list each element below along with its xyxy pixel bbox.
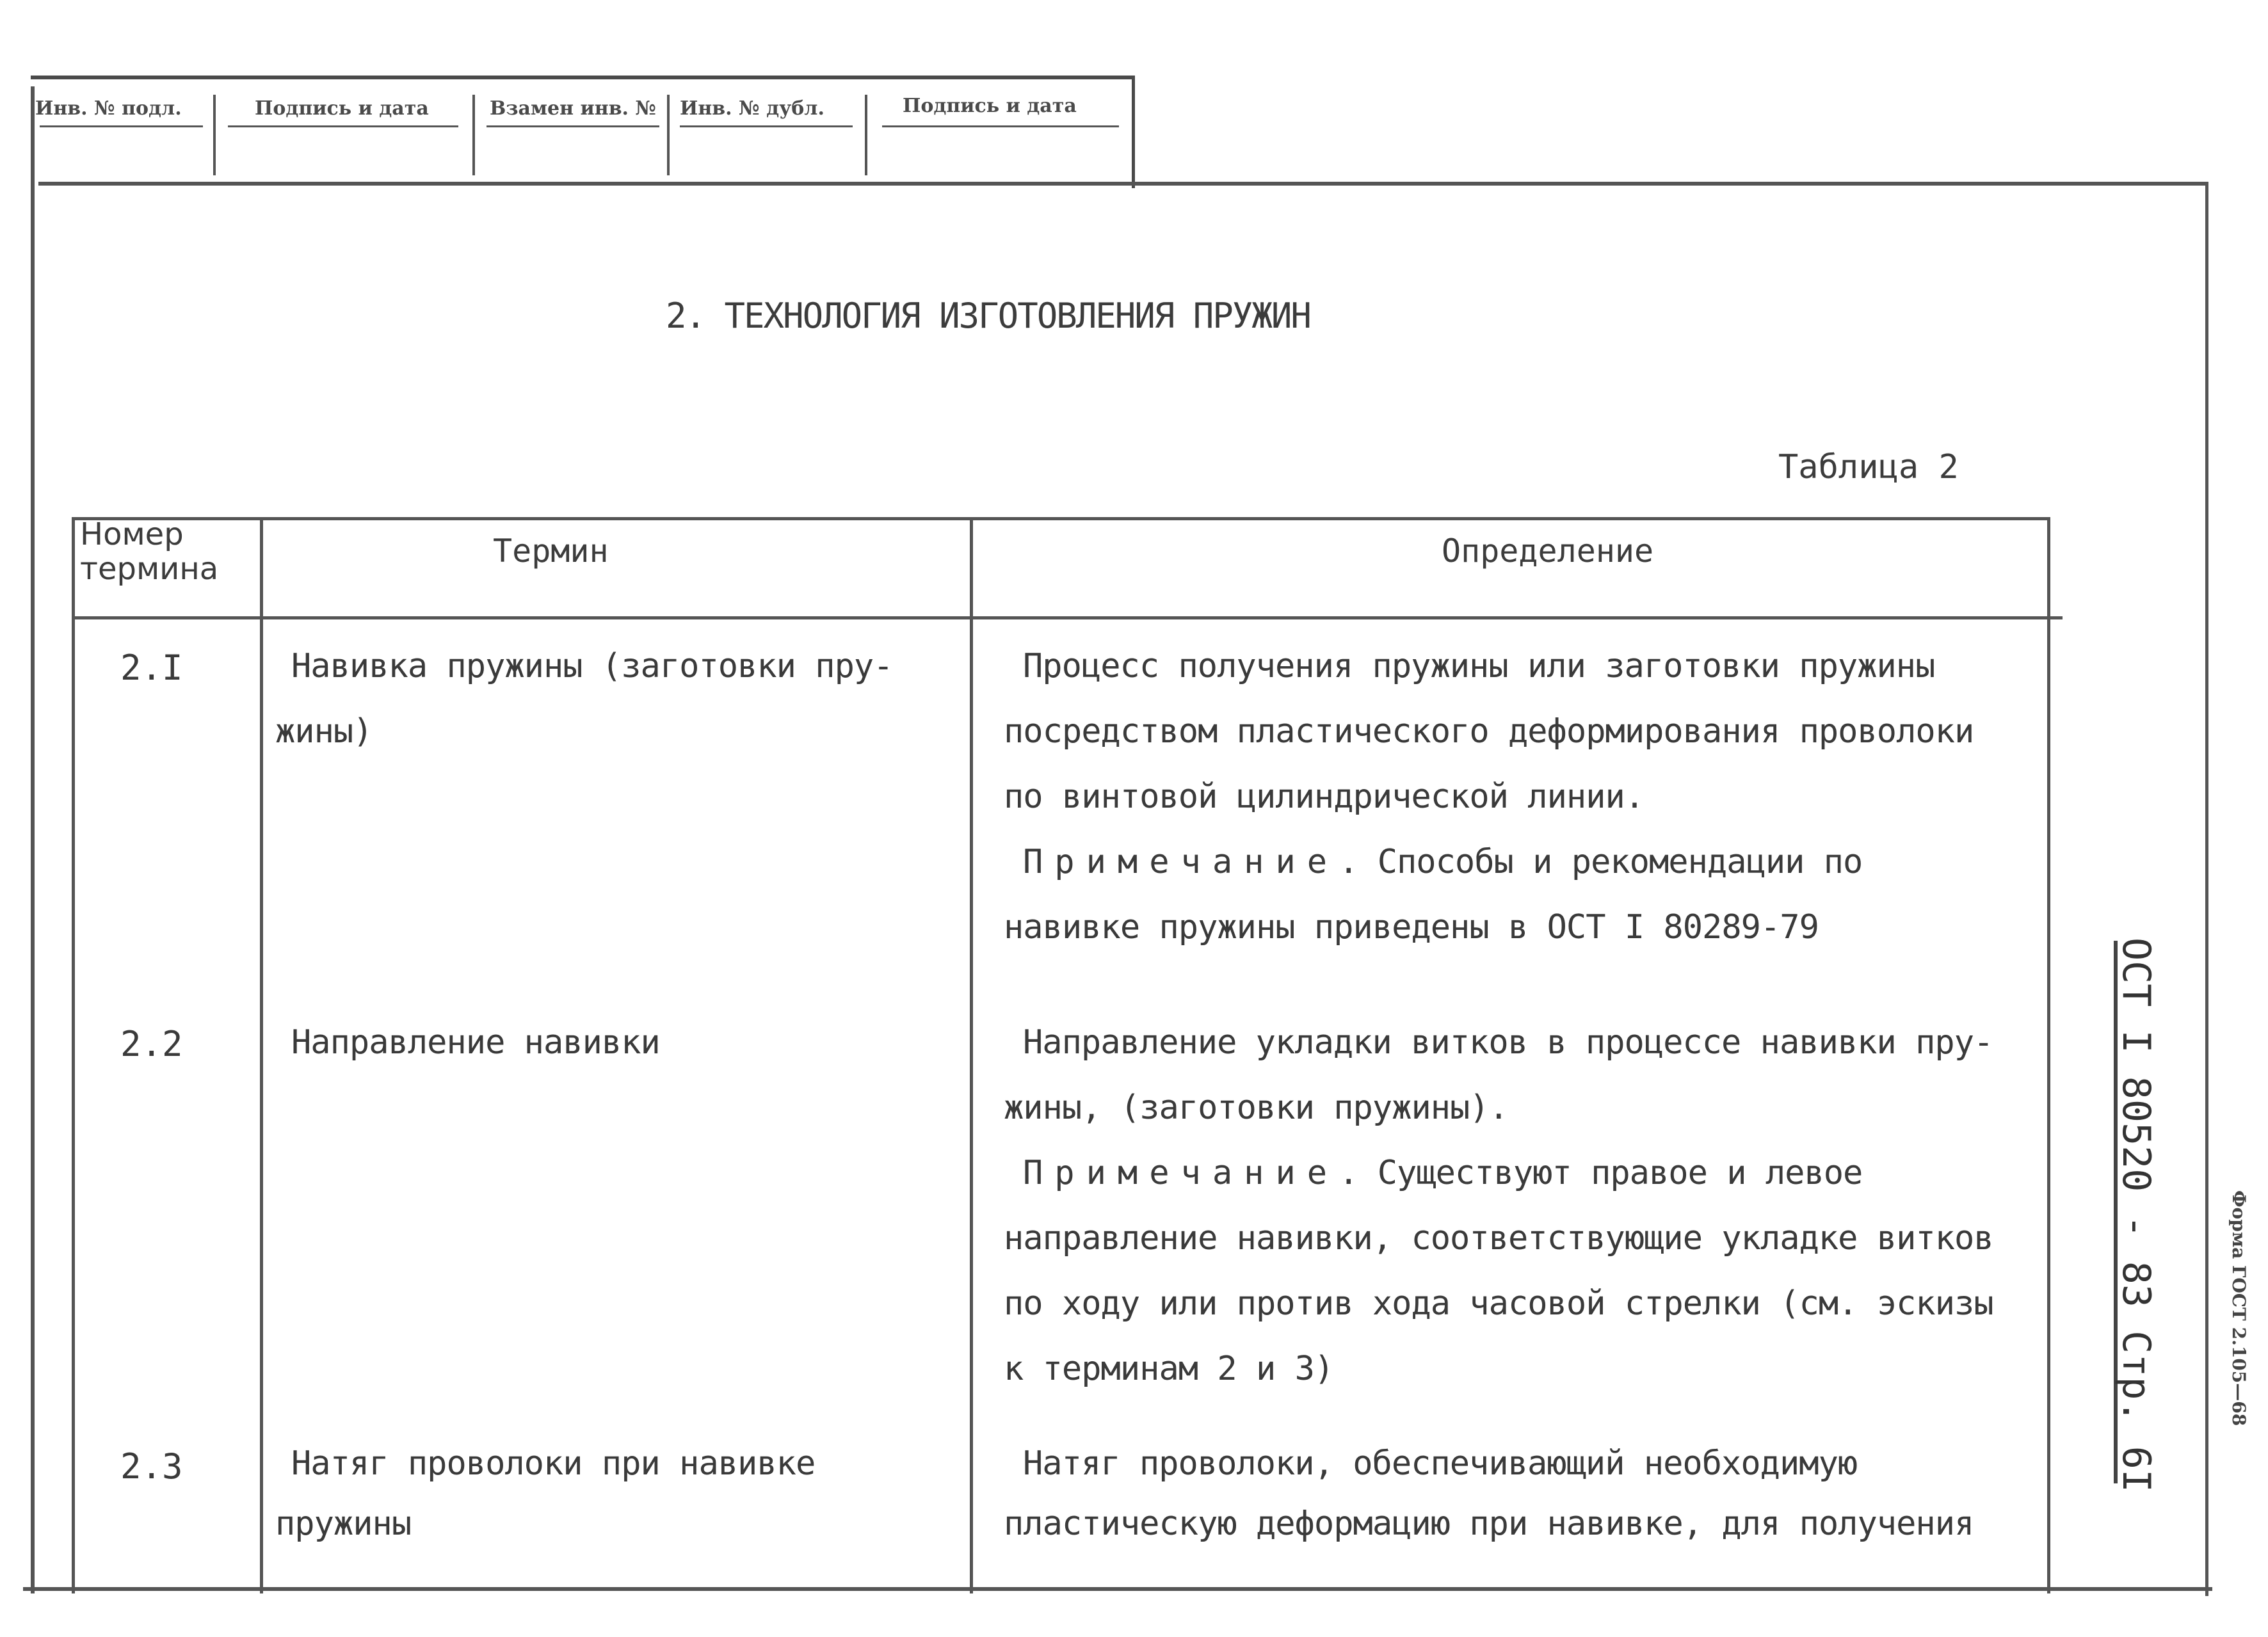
table-header-divider bbox=[72, 616, 2063, 619]
note-label: Примечание bbox=[1023, 843, 1339, 881]
header-definition: Определение bbox=[1442, 532, 1654, 570]
row-note bbox=[1023, 829, 1862, 895]
row-term-line: пружины bbox=[275, 1505, 412, 1543]
header-number-line1: Номер bbox=[80, 516, 184, 552]
header-number bbox=[80, 517, 227, 586]
row-term-line: жины) bbox=[275, 712, 373, 751]
row-number: 2.2 bbox=[120, 1024, 183, 1064]
row-note-line: навивке пружины приведены в ОСТ I 80289-79 bbox=[1004, 908, 1819, 946]
stamp-underline bbox=[40, 125, 203, 127]
row-note-line: направление навивки, соответствующие укладке витков bbox=[1004, 1219, 1993, 1258]
stamp-underline bbox=[228, 125, 458, 127]
header-term: Термин bbox=[493, 532, 609, 570]
header-number-line2: термина bbox=[80, 551, 219, 587]
form-standard-note: Форма ГОСТ 2.105—68 bbox=[2228, 1190, 2249, 1426]
stamp-underline bbox=[882, 125, 1119, 127]
stamp-podpis-data-2-label: Подпись и дата bbox=[903, 95, 1077, 117]
page-frame-left bbox=[31, 86, 35, 1593]
row-note-line: к терминам 2 и 3) bbox=[1004, 1350, 1334, 1388]
stamp-inv-dubl-label: Инв. № дубл. bbox=[680, 97, 824, 120]
stamp-vzamen-inv-label: Взамен инв. № bbox=[490, 97, 657, 120]
table-col-divider-2 bbox=[970, 517, 973, 1593]
row-term-line: Натяг проволоки при навивке bbox=[291, 1444, 816, 1483]
stamp-inv-podl-label: Инв. № подл. bbox=[35, 97, 182, 120]
row-definition-line: по винтовой цилиндрической линии. bbox=[1004, 778, 1645, 816]
stamp-underline bbox=[680, 125, 853, 127]
row-definition-line: пластическую деформацию при навивке, для получения bbox=[1004, 1505, 1974, 1543]
row-number: 2.I bbox=[120, 648, 183, 688]
table-left-border bbox=[72, 517, 75, 1593]
page-frame-bottom bbox=[23, 1587, 2212, 1591]
table-right-border bbox=[2047, 517, 2050, 1593]
note-text: . Существуют правое и левое bbox=[1339, 1154, 1863, 1192]
stamp-podpis-data-label: Подпись и дата bbox=[255, 97, 429, 120]
table-caption: Таблица 2 bbox=[1778, 448, 1959, 486]
row-definition-line: Направление укладки витков в процессе навивки пру- bbox=[1023, 1023, 1993, 1062]
row-definition-line: Процесс получения пружины или заготовки пружины bbox=[1023, 647, 1935, 685]
document-code: ОСТ I 80520 - 83 Стр. 6I bbox=[2114, 938, 2159, 1492]
row-term-line: Навивка пружины (заготовки пру- bbox=[291, 647, 893, 685]
row-definition-line: жины, (заготовки пружины). bbox=[1004, 1089, 1508, 1127]
page-frame-right bbox=[2205, 182, 2208, 1596]
stamp-underline bbox=[487, 125, 659, 127]
row-term-line: Направление навивки bbox=[291, 1023, 660, 1062]
row-definition-line: Натяг проволоки, обеспечивающий необходимую bbox=[1023, 1444, 1858, 1483]
row-note-line: по ходу или против хода часовой стрелки (см. эскизы bbox=[1004, 1284, 1993, 1323]
page-frame-top bbox=[38, 182, 2205, 186]
table-top-border bbox=[72, 517, 2050, 520]
section-title: 2. ТЕХНОЛОГИЯ ИЗГОТОВЛЕНИЯ ПРУЖИН bbox=[666, 296, 1310, 336]
row-note bbox=[1023, 1140, 1862, 1206]
row-number: 2.3 bbox=[120, 1446, 183, 1487]
table-col-divider-1 bbox=[260, 517, 263, 1593]
note-text: . Способы и рекомендации по bbox=[1339, 843, 1863, 881]
row-definition-line: посредством пластического деформирования проволоки bbox=[1004, 712, 1974, 751]
note-label: Примечание bbox=[1023, 1154, 1339, 1192]
